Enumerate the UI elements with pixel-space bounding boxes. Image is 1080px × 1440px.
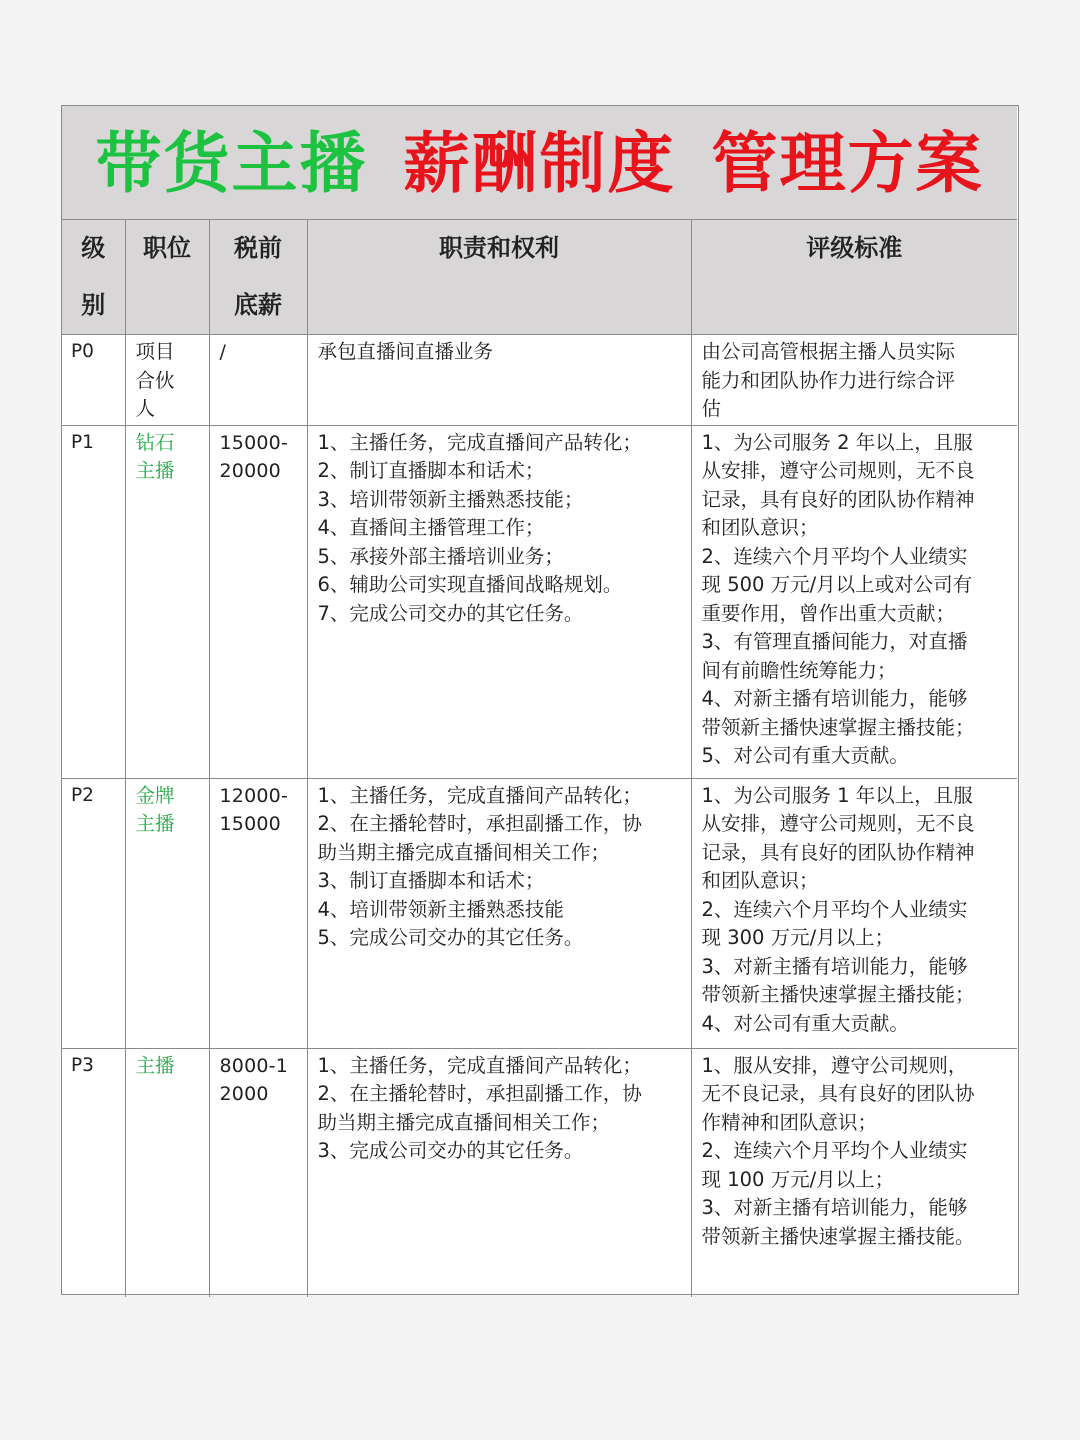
- duties-cell-line: 助当期主播完成直播间相关工作；: [317, 840, 611, 864]
- duties-cell-line: 1、主播任务，完成直播间产品转化；: [317, 1053, 642, 1077]
- salary-cell: [209, 335, 307, 426]
- title-part-3: 管理方案: [711, 123, 984, 202]
- title-bar: [62, 106, 1017, 220]
- criteria-cell-line: 从安排，遵守公司规则，无不良: [701, 812, 975, 835]
- duties-cell-line: 承包直播间直播业务: [317, 340, 494, 363]
- header-level: [62, 220, 125, 335]
- salary-cell-line: /: [219, 341, 227, 363]
- criteria-cell-line: 重要作用，曾作出重大贡献；: [701, 601, 956, 625]
- criteria-cell-line: 现 100 万元/月以上；: [701, 1167, 895, 1191]
- criteria-cell-line: 和团队意识；: [701, 516, 819, 539]
- position-cell-line: 主播: [135, 812, 175, 835]
- criteria-cell-line: 5、对公司有重大贡献。: [701, 744, 909, 767]
- position-cell: [125, 425, 209, 778]
- duties-cell: [307, 778, 691, 1048]
- position-cell: [125, 335, 209, 426]
- criteria-cell-line: 4、对新主播有培训能力，能够: [701, 687, 968, 710]
- position-cell-line: 钻石: [135, 430, 175, 454]
- salary-cell-line: 2000: [219, 1083, 269, 1105]
- duties-cell: [307, 335, 691, 426]
- duties-cell-line: 4、直播间主播管理工作；: [317, 516, 545, 539]
- header-salary-line-1: 税前: [234, 234, 282, 262]
- criteria-cell-line: 和团队意识；: [701, 869, 819, 892]
- position-cell-line: 主播: [135, 459, 175, 482]
- criteria-cell-line: 1、为公司服务 1 年以上，且服: [701, 783, 973, 807]
- title-part-1: 带货主播: [95, 123, 368, 202]
- table-row: [62, 335, 1017, 426]
- salary-cell-line: 12000-: [219, 784, 288, 807]
- table-body: [62, 335, 1017, 1298]
- duties-cell-line: 2、在主播轮替时，承担副播工作，协: [317, 812, 642, 835]
- duties-cell-line: 7、完成公司交办的其它任务。: [317, 601, 584, 625]
- salary-cell: [209, 778, 307, 1048]
- duties-cell-line: 2、制订直播脚本和话术；: [317, 459, 545, 482]
- duties-cell: [307, 425, 691, 778]
- criteria-cell-line: 2、连续六个月平均个人业绩实: [701, 897, 968, 921]
- position-cell: [125, 778, 209, 1048]
- duties-cell-line: 3、完成公司交办的其它任务。: [317, 1139, 584, 1162]
- criteria-cell: [691, 425, 1017, 778]
- duties-cell-line: 4、培训带领新主播熟悉技能: [317, 897, 564, 921]
- level-cell-line: P3: [71, 1054, 94, 1076]
- criteria-cell-line: 2、连续六个月平均个人业绩实: [701, 1139, 968, 1162]
- header-salary-line-2: 底薪: [234, 291, 282, 319]
- duties-cell-line: 3、培训带领新主播熟悉技能；: [317, 487, 584, 511]
- salary-table: [62, 220, 1017, 1297]
- level-cell: [62, 425, 125, 778]
- salary-cell-line: 15000: [219, 813, 281, 835]
- header-level-line-1: 级: [81, 234, 106, 262]
- criteria-cell-line: 1、为公司服务 2 年以上，且服: [701, 430, 973, 454]
- criteria-cell: [691, 1048, 1017, 1297]
- salary-cell-line: 20000: [219, 460, 281, 482]
- duties-cell-line: 5、承接外部主播培训业务；: [317, 544, 564, 568]
- criteria-cell-line: 3、有管理直播间能力，对直播: [701, 630, 968, 653]
- level-cell: [62, 778, 125, 1048]
- criteria-cell-line: 3、对新主播有培训能力，能够: [701, 954, 968, 978]
- criteria-cell-line: 1、服从安排，遵守公司规则，: [701, 1053, 968, 1077]
- criteria-cell-line: 记录，具有良好的团队协作精神: [701, 487, 975, 511]
- criteria-cell-line: 从安排，遵守公司规则，无不良: [701, 459, 975, 482]
- duties-cell-line: 1、主播任务，完成直播间产品转化；: [317, 783, 642, 807]
- duties-cell-line: 6、辅助公司实现直播间战略规划。: [317, 573, 623, 596]
- duties-cell: [307, 1048, 691, 1297]
- salary-cell: [209, 425, 307, 778]
- salary-cell-line: 15000-: [219, 431, 288, 454]
- criteria-cell-line: 现 300 万元/月以上；: [701, 926, 895, 949]
- table-header-row: [62, 220, 1017, 335]
- duties-cell-line: 3、制订直播脚本和话术；: [317, 869, 545, 892]
- criteria-cell-line: 估: [701, 397, 722, 420]
- level-cell: [62, 1048, 125, 1297]
- header-criteria-label: 评级标准: [806, 234, 903, 262]
- criteria-cell-line: 由公司高管根据主播人员实际: [701, 340, 956, 363]
- criteria-cell-line: 无不良记录，具有良好的团队协: [701, 1082, 975, 1105]
- header-duties: [307, 220, 691, 335]
- title-part-2: 薪酬制度: [403, 123, 676, 202]
- position-cell: [125, 1048, 209, 1297]
- header-criteria: [691, 220, 1017, 335]
- header-duties-label: 职责和权利: [439, 234, 559, 262]
- criteria-cell-line: 现 500 万元/月以上或对公司有: [701, 573, 973, 596]
- position-cell-line: 主播: [135, 1053, 175, 1077]
- criteria-cell-line: 带领新主播快速掌握主播技能。: [701, 1224, 975, 1248]
- table-row: [62, 1048, 1017, 1297]
- criteria-cell-line: 带领新主播快速掌握主播技能；: [701, 983, 975, 1006]
- duties-cell-line: 2、在主播轮替时，承担副播工作，协: [317, 1082, 642, 1105]
- header-level-line-2: 别: [81, 291, 106, 319]
- header-salary: [209, 220, 307, 335]
- duties-cell-line: 5、完成公司交办的其它任务。: [317, 926, 584, 949]
- criteria-cell-line: 2、连续六个月平均个人业绩实: [701, 544, 968, 568]
- criteria-cell-line: 间有前瞻性统筹能力；: [701, 658, 897, 682]
- salary-cell: [209, 1048, 307, 1297]
- position-cell-line: 金牌: [135, 783, 175, 807]
- duties-cell-line: 1、主播任务，完成直播间产品转化；: [317, 430, 642, 454]
- table-row: [62, 778, 1017, 1048]
- criteria-cell: [691, 778, 1017, 1048]
- position-cell-line: 人: [135, 397, 156, 420]
- criteria-cell-line: 能力和团队协作力进行综合评: [701, 368, 956, 392]
- level-cell-line: P0: [71, 341, 94, 362]
- salary-table-sheet: [61, 105, 1019, 1295]
- criteria-cell-line: 带领新主播快速掌握主播技能；: [701, 715, 975, 739]
- duties-cell-line: 助当期主播完成直播间相关工作；: [317, 1110, 611, 1134]
- level-cell-line: P1: [71, 431, 94, 453]
- table-row: [62, 425, 1017, 778]
- criteria-cell-line: 3、对新主播有培训能力，能够: [701, 1196, 968, 1219]
- position-cell-line: 项目: [135, 340, 175, 363]
- criteria-cell: [691, 335, 1017, 426]
- level-cell-line: P2: [71, 784, 94, 806]
- level-cell: [62, 335, 125, 426]
- criteria-cell-line: 记录，具有良好的团队协作精神: [701, 840, 975, 864]
- header-position-label: 职位: [143, 234, 191, 262]
- criteria-cell-line: 作精神和团队意识；: [701, 1110, 878, 1134]
- criteria-cell-line: 4、对公司有重大贡献。: [701, 1011, 909, 1035]
- header-position: [125, 220, 209, 335]
- salary-cell-line: 8000-1: [219, 1054, 288, 1077]
- position-cell-line: 合伙: [135, 368, 175, 392]
